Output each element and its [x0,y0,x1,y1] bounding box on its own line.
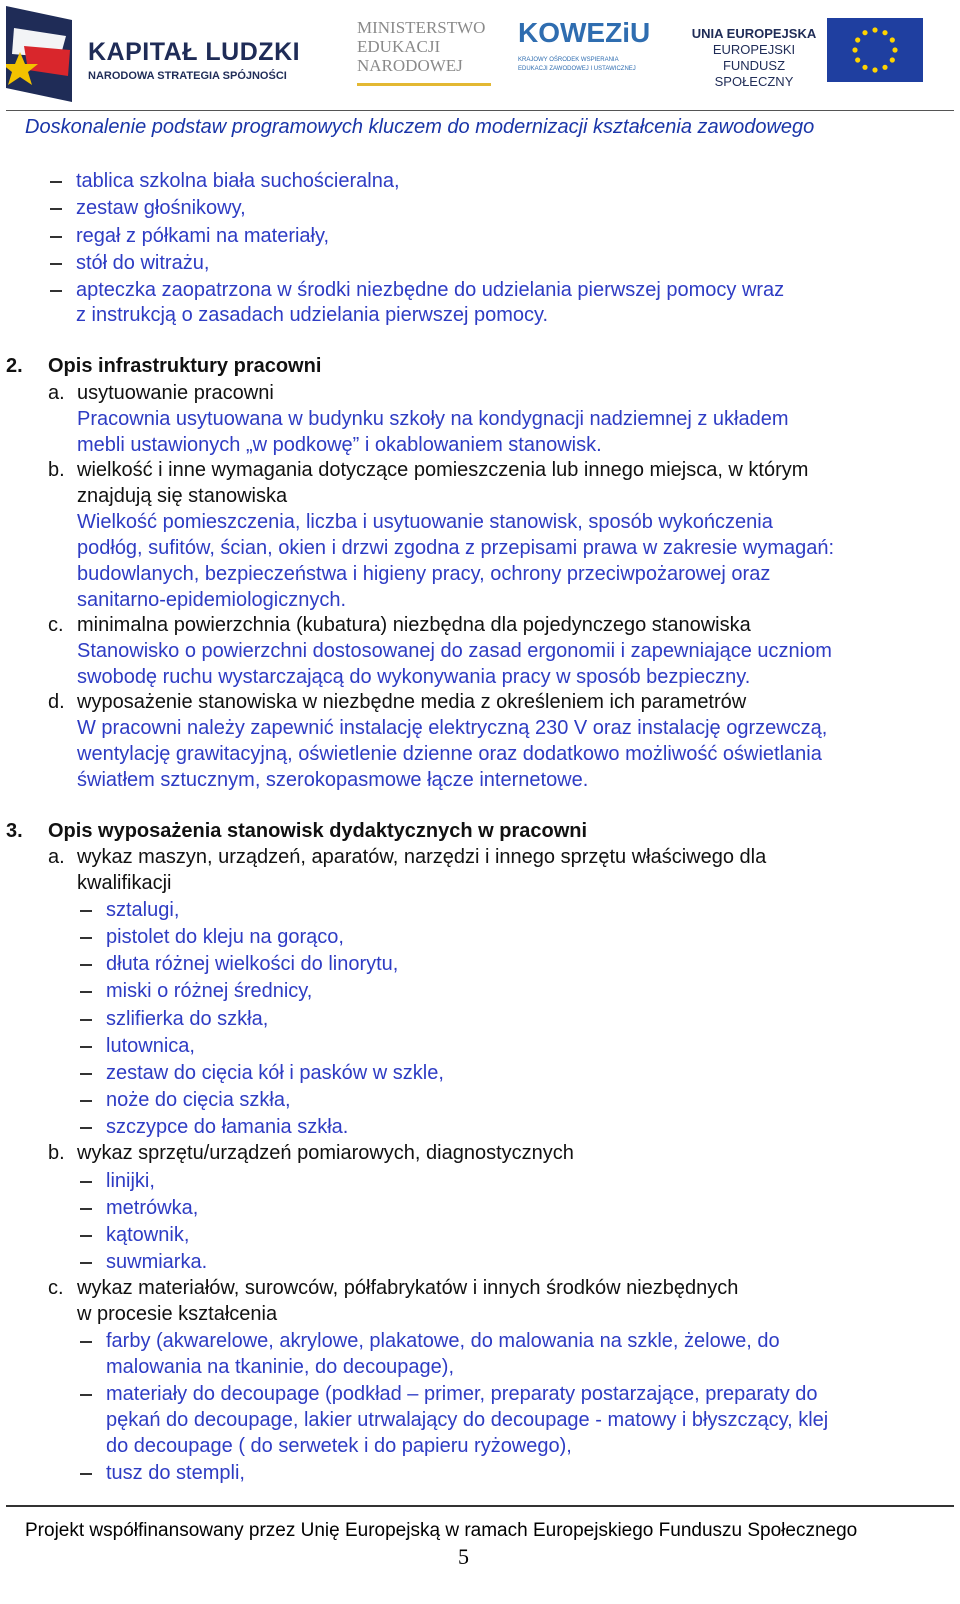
page-number: 5 [458,1544,469,1569]
list-dash-icon [50,290,62,292]
subsection-text: podłóg, sufitów, ścian, okien i drzwi zgodna z przepisami prawa w zakresie wymagań: [77,537,835,559]
list-item: metrówka, [106,1197,199,1219]
list-item: tusz do stempli, [106,1462,245,1484]
kapital-ludzki-flag-icon [6,6,72,102]
subsection-marker: d. [48,691,65,713]
section-number: 3. [6,820,23,842]
section-title: Opis wyposażenia stanowisk dydaktycznych w pracowni [48,820,588,842]
kowezu-subtitle: KRAJOWY OŚRODEK WSPIERANIA [518,57,619,63]
subsection-marker: a. [48,846,65,868]
subsection-label: wykaz materiałów, surowców, półfabrykatów i innych środków niezbędnych [77,1277,739,1299]
list-item: dłuta różnej wielkości do linorytu, [106,953,399,975]
subsection-text: wentylację grawitacyjną, oświetlenie dzienne oraz dodatkowo możliwość oświetlania [77,743,822,765]
subsection-label: wielkość i inne wymagania dotyczące pomieszczenia lub innego miejsca, w którym [77,459,809,481]
list-dash-icon [80,1208,92,1210]
subsection-text: mebli ustawionych „w podkowę” i okablowaniem stanowisk. [77,434,602,456]
men-logo [357,18,497,88]
subsection-marker: a. [48,382,65,404]
list-dash-icon [80,1181,92,1183]
list-dash-icon [80,1019,92,1021]
list-dash-icon [80,1127,92,1129]
list-dash-icon [80,991,92,993]
eu-logo-line: EUROPEJSKI [712,42,796,57]
list-item-continuation: malowania na tkaninie, do decoupage), [106,1356,455,1378]
list-dash-icon [50,263,62,265]
list-dash-icon [80,1473,92,1475]
men-logo-line: EDUKACJI [357,37,441,56]
list-dash-icon [80,1394,92,1396]
subsection-text: sanitarno-epidemiologicznych. [77,589,347,611]
list-dash-icon [50,181,62,183]
list-item: tablica szkolna biała suchościeralna, [76,170,400,192]
eu-logo [687,18,927,88]
subsection-marker: b. [48,459,65,481]
section-number: 2. [6,355,23,377]
subsection-label: kwalifikacji [77,872,172,894]
subsection-text: swobodę ruchu wystarczającą do wykonywania pracy w sposób bezpieczny. [77,666,751,688]
eu-logo-text [687,26,821,90]
subsection-label: wykaz maszyn, urządzeń, aparatów, narzędzi i innego sprzętu właściwego dla [77,846,767,868]
footer-divider [6,1505,954,1507]
eu-logo-line: UNIA EUROPEJSKA [691,26,817,41]
list-item: linijki, [106,1170,155,1192]
subsection-text: budowlanych, bezpieczeństwa i higieny pracy, ochrony przeciwpożarowej oraz [77,563,771,585]
footer-text: Projekt współfinansowany przez Unię Europejską w ramach Europejskiego Funduszu Społecznego [25,1520,858,1541]
document-title: Doskonalenie podstaw programowych kluczem do modernizacji kształcenia zawodowego [25,116,815,138]
subsection-marker: c. [48,614,64,636]
subsection-text: Stanowisko o powierzchni dostosowanej do zasad ergonomii i zapewniające uczniom [77,640,832,662]
list-dash-icon [80,1046,92,1048]
list-item: zestaw głośnikowy, [76,197,246,219]
subsection-text: światłem sztucznym, szerokopasmowe łącze internetowe. [77,769,589,791]
list-item: regał z półkami na materiały, [76,225,330,247]
men-logo-line: NARODOWEJ [357,56,463,75]
list-item: farby (akwarelowe, akrylowe, plakatowe, do malowania na szkle, żelowe, do [106,1330,780,1352]
header-divider [6,110,954,111]
list-dash-icon [50,236,62,238]
list-dash-icon [50,208,62,210]
list-item: zestaw do cięcia kół i pasków w szkle, [106,1062,444,1084]
subsection-text: W pracowni należy zapewnić instalację elektryczną 230 V oraz instalację ogrzewczą, [77,717,828,739]
list-item-continuation: z instrukcją o zasadach udzielania pierwszej pomocy. [76,304,549,326]
subsection-label: w procesie kształcenia [77,1303,278,1325]
list-item: pistolet do kleju na gorąco, [106,926,344,948]
list-item-continuation: do decoupage ( do serwetek i do papieru ryżowego), [106,1435,572,1457]
list-item: suwmiarka. [106,1251,208,1273]
list-dash-icon [80,964,92,966]
list-item-continuation: pękań do decoupage, lakier utrwalający do decoupage - matowy i błyszczący, klej [106,1409,829,1431]
eu-flag-icon [827,18,923,82]
subsection-marker: b. [48,1142,65,1164]
subsection-label: znajdują się stanowiska [77,485,288,507]
kapital-ludzki-title: KAPITAŁ LUDZKI [88,38,301,66]
section-title: Opis infrastruktury pracowni [48,355,322,377]
list-item: apteczka zaopatrzona w środki niezbędne do udzielania pierwszej pomocy wraz [76,279,785,301]
kapital-ludzki-logo [6,4,306,104]
list-dash-icon [80,910,92,912]
subsection-label: wyposażenie stanowiska w niezbędne media z określeniem ich parametrów [77,691,747,713]
kowezu-subtitle: EDUKACJI ZAWODOWEJ I USTAWICZNEJ [518,66,636,72]
list-dash-icon [80,1341,92,1343]
subsection-label: minimalna powierzchnia (kubatura) niezbędna dla pojedynczego stanowiska [77,614,751,636]
list-dash-icon [80,1100,92,1102]
subsection-text: Wielkość pomieszczenia, liczba i usytuowanie stanowisk, sposób wykończenia [77,511,773,533]
header-logos [0,0,960,112]
list-dash-icon [80,1073,92,1075]
list-item: sztalugi, [106,899,180,921]
subsection-marker: c. [48,1277,64,1299]
list-dash-icon [80,1262,92,1264]
list-item: lutownica, [106,1035,195,1057]
subsection-label: wykaz sprzętu/urządzeń pomiarowych, diagnostycznych [77,1142,574,1164]
eu-logo-line: FUNDUSZ SPOŁECZNY [714,58,794,89]
list-item: kątownik, [106,1224,190,1246]
men-logo-rule [357,83,491,86]
list-item: noże do cięcia szkła, [106,1089,291,1111]
list-dash-icon [80,937,92,939]
men-logo-line: MINISTERSTWO [357,18,486,37]
list-dash-icon [80,1235,92,1237]
kowezu-title: KOWEZiU [518,17,651,48]
list-item: szczypce do łamania szkła. [106,1116,349,1138]
list-item: stół do witrażu, [76,252,210,274]
subsection-label: usytuowanie pracowni [77,382,274,404]
subsection-text: Pracownia usytuowana w budynku szkoły na kondygnacji nadziemnej z układem [77,408,789,430]
kowezu-logo [518,17,651,84]
list-item: miski o różnej średnicy, [106,980,313,1002]
kapital-ludzki-subtitle: NARODOWA STRATEGIA SPÓJNOŚCI [88,70,287,82]
list-item: szlifierka do szkła, [106,1008,269,1030]
list-item: materiały do decoupage (podkład – primer, preparaty postarzające, preparaty do [106,1383,818,1405]
